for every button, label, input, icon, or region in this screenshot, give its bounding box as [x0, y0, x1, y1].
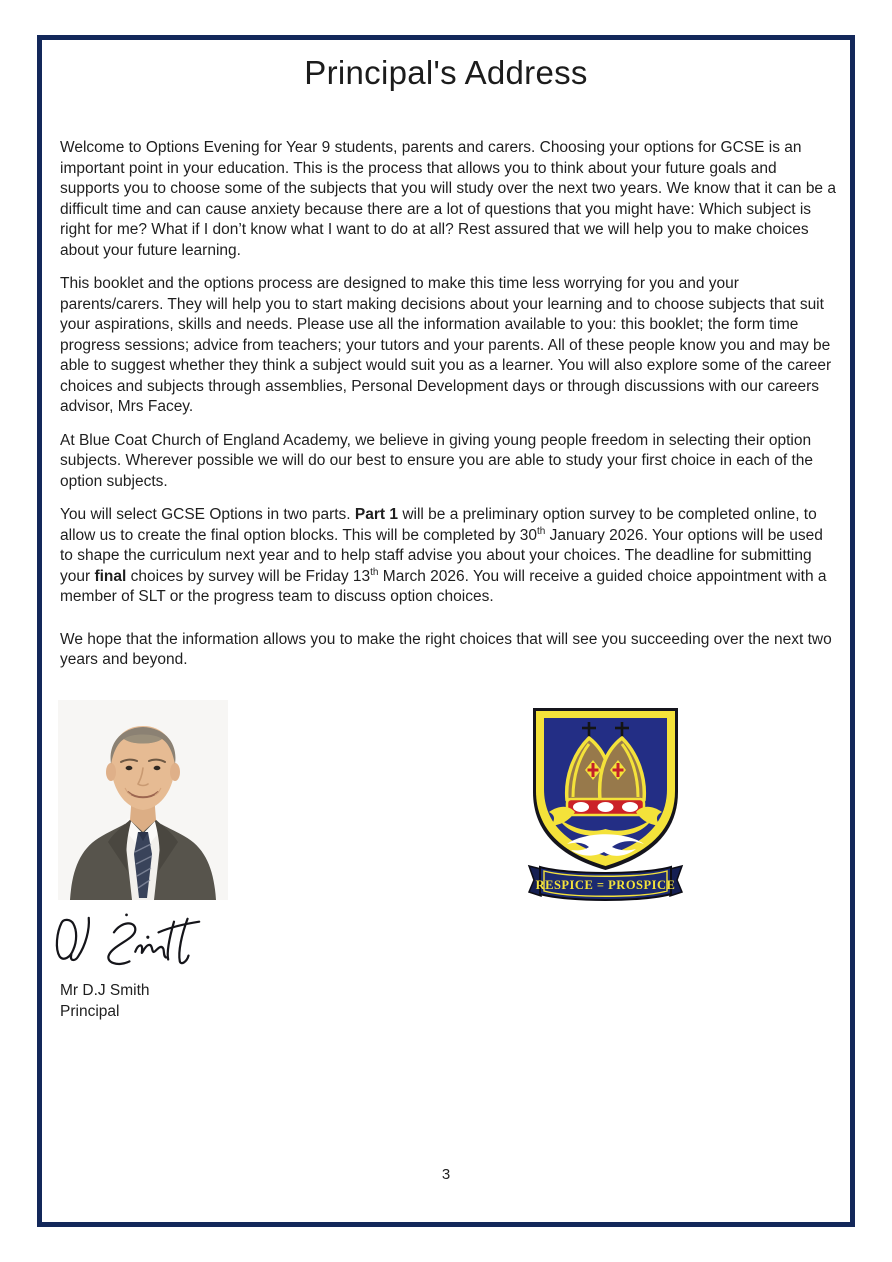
principal-portrait-photo	[58, 700, 228, 900]
motto-banner	[529, 866, 682, 900]
signatory-role: Principal	[60, 1003, 120, 1020]
signature-graphic	[50, 908, 205, 978]
superscript-th: th	[537, 525, 546, 537]
page-title: Principal's Address	[304, 54, 588, 91]
bold-text-part1: Part 1	[354, 506, 399, 523]
text-run: March 2026. You will receive a guided choice appointment with a member of SLT or the progress team to discuss option choices.	[60, 567, 827, 605]
paragraph-booklet: This booklet and the options process are designed to make this time less worrying for you and your parents/carers. They will help you to start making decisions about your learning and to choose subjects that suit your aspirations, skills and needs. Please use all the information available to you: this booklet; the form time progress sessions; advice from teachers; your tutors and your parents. All of these people know you and may be able to suggest whether they think a subject would suit you as a learner. You will also explore some of the career choices and subjects through assemblies, Personal Development days or through discussions with our careers advisor, Mrs Facey.	[60, 275, 832, 415]
paragraph-options-process	[60, 505, 836, 608]
paragraph-closing: We hope that the information allows you to make the right choices that will see you succeeding over the next two years and beyond.	[60, 630, 832, 668]
page-frame	[37, 35, 855, 1227]
signatory-block	[60, 980, 150, 1022]
paragraph-academy: At Blue Coat Church of England Academy, we believe in giving young people freedom in selecting their option subjects. Wherever possible we will do our best to ensure you are able to study your first choice in each of the option subjects.	[60, 431, 813, 490]
blue-coat-academy-crest	[523, 700, 688, 905]
paragraph-welcome: Welcome to Options Evening for Year 9 students, parents and carers. Choosing your options for GCSE is an important point in your education. This is the process that allows you to think about your future goals and supports you to choose some of the subjects that you will study over the next two years. We know that it can be a difficult time and can cause anxiety because there are a lot of questions that you might have: Which subject is right for me? What if I don’t know what I want to do at all? Rest assured that we will help you to make choices about your future learning.	[60, 139, 836, 259]
mitre-band-icon	[567, 799, 644, 815]
handwritten-signature	[50, 908, 205, 978]
portrait-graphic	[58, 700, 228, 900]
text-run: choices by survey will be Friday 13	[126, 567, 371, 585]
text-run: January 2026. Your options will be used to shape the curriculum next year and to help staff advise you about your choices. The deadline for submitting your	[60, 526, 823, 585]
signatory-name: Mr D.J Smith	[60, 982, 150, 999]
superscript-th: th	[370, 566, 379, 578]
body-text	[60, 138, 836, 684]
bold-text-final: final	[94, 567, 127, 585]
crest-graphic	[523, 700, 688, 905]
text-run: You will select GCSE Options in two parts.	[60, 506, 355, 523]
text-run: will be a preliminary option survey to be completed online, to allow us to create the final option blocks. This will be completed by 30	[60, 506, 817, 544]
page-number: 3	[441, 1166, 451, 1183]
crest-motto-text: RESPICE = PROSPICE	[535, 878, 676, 892]
